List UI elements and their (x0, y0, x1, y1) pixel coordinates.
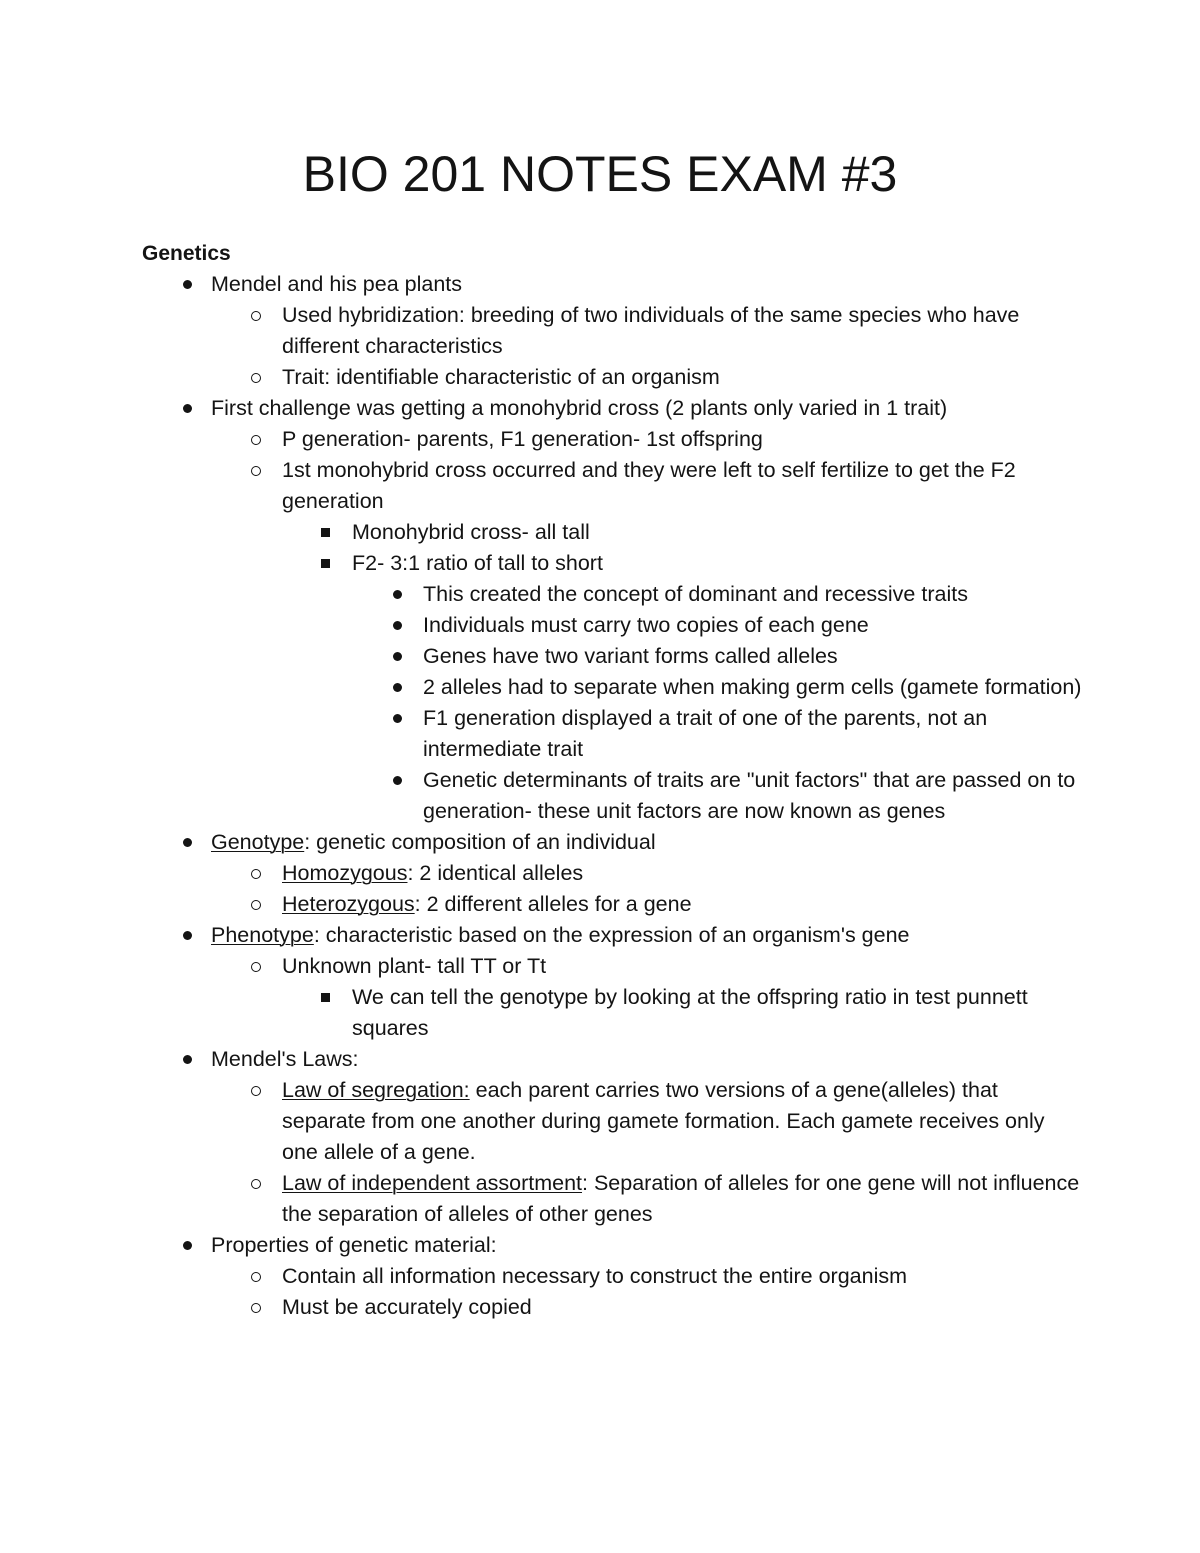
filled-bullet-icon (390, 703, 404, 734)
filled-bullet-icon (390, 641, 404, 672)
item-body: P generation- parents, F1 generation- 1st offspring (282, 427, 763, 451)
item-body: 2 alleles had to separate when making germ cells (gamete formation) (423, 675, 1082, 699)
list-item-text (282, 303, 1019, 358)
list-item (142, 517, 1082, 548)
filled-bullet-icon (180, 1230, 194, 1261)
item-body: Mendel's Laws: (211, 1047, 359, 1071)
item-body: : 2 identical alleles (407, 861, 584, 885)
list-item-text (282, 427, 763, 451)
list-item (142, 1230, 1082, 1261)
list-item-text (423, 706, 987, 761)
list-item-text (282, 458, 1016, 513)
filled-bullet-icon (390, 610, 404, 641)
item-body: Individuals must carry two copies of each gene (423, 613, 869, 637)
filled-bullet-icon (180, 269, 194, 300)
list-item (142, 703, 1082, 765)
list-item-text (282, 1264, 907, 1288)
list-item (142, 300, 1082, 362)
list-item-text (211, 272, 462, 296)
hollow-bullet-icon (249, 1075, 263, 1106)
item-body: Contain all information necessary to construct the entire organism (282, 1264, 908, 1288)
item-body: F1 generation displayed a trait of one of the parents, not an intermediate trait (423, 706, 988, 761)
square-bullet-icon (318, 548, 332, 579)
hollow-bullet-icon (249, 889, 263, 920)
item-body: : characteristic based on the expression of an organism's gene (313, 923, 910, 947)
list-item-text (352, 551, 603, 575)
list-item-text (211, 1233, 497, 1257)
list-item (142, 765, 1082, 827)
list-item (142, 920, 1082, 951)
item-body: Used hybridization: breeding of two individuals of the same species who have different characteristics (282, 303, 1020, 358)
defined-term: Law of independent assortment (282, 1171, 583, 1195)
filled-bullet-icon (390, 579, 404, 610)
list-item (142, 610, 1082, 641)
list-item (142, 951, 1082, 982)
item-body: We can tell the genotype by looking at the offspring ratio in test punnett squares (352, 985, 1028, 1040)
defined-term: Heterozygous (282, 892, 415, 916)
list-item (142, 393, 1082, 424)
square-bullet-icon (318, 517, 332, 548)
list-item (142, 1168, 1082, 1230)
item-body: each parent carries two versions of a gene(alleles) that separate from one another during gamete formation. Each gamete receives only one allele of a gene. (282, 1078, 1045, 1164)
hollow-bullet-icon (249, 1261, 263, 1292)
item-body: : genetic composition of an individual (304, 830, 656, 854)
list-item-text (211, 1047, 359, 1071)
item-body: Genes have two variant forms called alleles (423, 644, 838, 668)
list-item (142, 362, 1082, 393)
filled-bullet-icon (180, 920, 194, 951)
list-item (142, 889, 1082, 920)
item-body: Genetic determinants of traits are "unit factors" that are passed on to generation- these unit factors are now known as genes (423, 768, 1076, 823)
defined-term: Genotype (211, 830, 305, 854)
list-item (142, 1044, 1082, 1075)
notes-outline (142, 269, 1082, 1323)
list-item (142, 641, 1082, 672)
list-item-text (282, 861, 583, 885)
filled-bullet-icon (180, 1044, 194, 1075)
hollow-bullet-icon (249, 951, 263, 982)
defined-term: Law of segregation: (282, 1078, 470, 1102)
filled-bullet-icon (390, 672, 404, 703)
list-item (142, 858, 1082, 889)
list-item-text (211, 830, 656, 854)
list-item (142, 455, 1082, 517)
list-item-text (423, 768, 1075, 823)
hollow-bullet-icon (249, 362, 263, 393)
hollow-bullet-icon (249, 424, 263, 455)
list-item-text (352, 520, 590, 544)
item-body: First challenge was getting a monohybrid cross (2 plants only varied in 1 trait) (211, 396, 948, 420)
item-body: F2- 3:1 ratio of tall to short (352, 551, 603, 575)
defined-term: Phenotype (211, 923, 314, 947)
item-body: : Separation of alleles for one gene will not influence the separation of alleles of other genes (282, 1171, 1080, 1226)
list-item (142, 548, 1082, 579)
list-item (142, 1261, 1082, 1292)
list-item (142, 1292, 1082, 1323)
list-item-text (282, 1078, 1044, 1164)
square-bullet-icon (318, 982, 332, 1013)
hollow-bullet-icon (249, 300, 263, 331)
item-body: 1st monohybrid cross occurred and they were left to self fertilize to get the F2 generation (282, 458, 1016, 513)
list-item-text (282, 1295, 532, 1319)
hollow-bullet-icon (249, 455, 263, 486)
filled-bullet-icon (180, 827, 194, 858)
list-item-text (282, 365, 720, 389)
genetics-section (142, 238, 1082, 1323)
list-item-text (423, 675, 1081, 699)
document-title: BIO 201 NOTES EXAM #3 (302, 146, 898, 202)
item-body: This created the concept of dominant and recessive traits (423, 582, 968, 606)
hollow-bullet-icon (249, 1292, 263, 1323)
list-item-text (352, 985, 1028, 1040)
list-item (142, 424, 1082, 455)
item-body: Properties of genetic material: (211, 1233, 497, 1257)
item-body: Unknown plant- tall TT or Tt (282, 954, 547, 978)
item-body: Mendel and his pea plants (211, 272, 463, 296)
list-item-text (282, 892, 692, 916)
list-item (142, 982, 1082, 1044)
list-item-text (282, 954, 546, 978)
item-body: : 2 different alleles for a gene (414, 892, 692, 916)
hollow-bullet-icon (249, 1168, 263, 1199)
list-item-text (211, 396, 947, 420)
list-item (142, 827, 1082, 858)
list-item-text (211, 923, 910, 947)
filled-bullet-icon (180, 393, 194, 424)
list-item (142, 1075, 1082, 1168)
list-item-text (423, 644, 838, 668)
hollow-bullet-icon (249, 858, 263, 889)
filled-bullet-icon (390, 765, 404, 796)
list-item-text (423, 613, 869, 637)
defined-term: Homozygous (282, 861, 408, 885)
item-body: Must be accurately copied (282, 1295, 532, 1319)
item-body: Monohybrid cross- all tall (352, 520, 590, 544)
item-body: Trait: identifiable characteristic of an organism (282, 365, 720, 389)
list-item (142, 672, 1082, 703)
list-item-text (282, 1171, 1079, 1226)
section-heading: Genetics (142, 242, 231, 265)
list-item-text (423, 582, 968, 606)
list-item (142, 269, 1082, 300)
list-item (142, 579, 1082, 610)
